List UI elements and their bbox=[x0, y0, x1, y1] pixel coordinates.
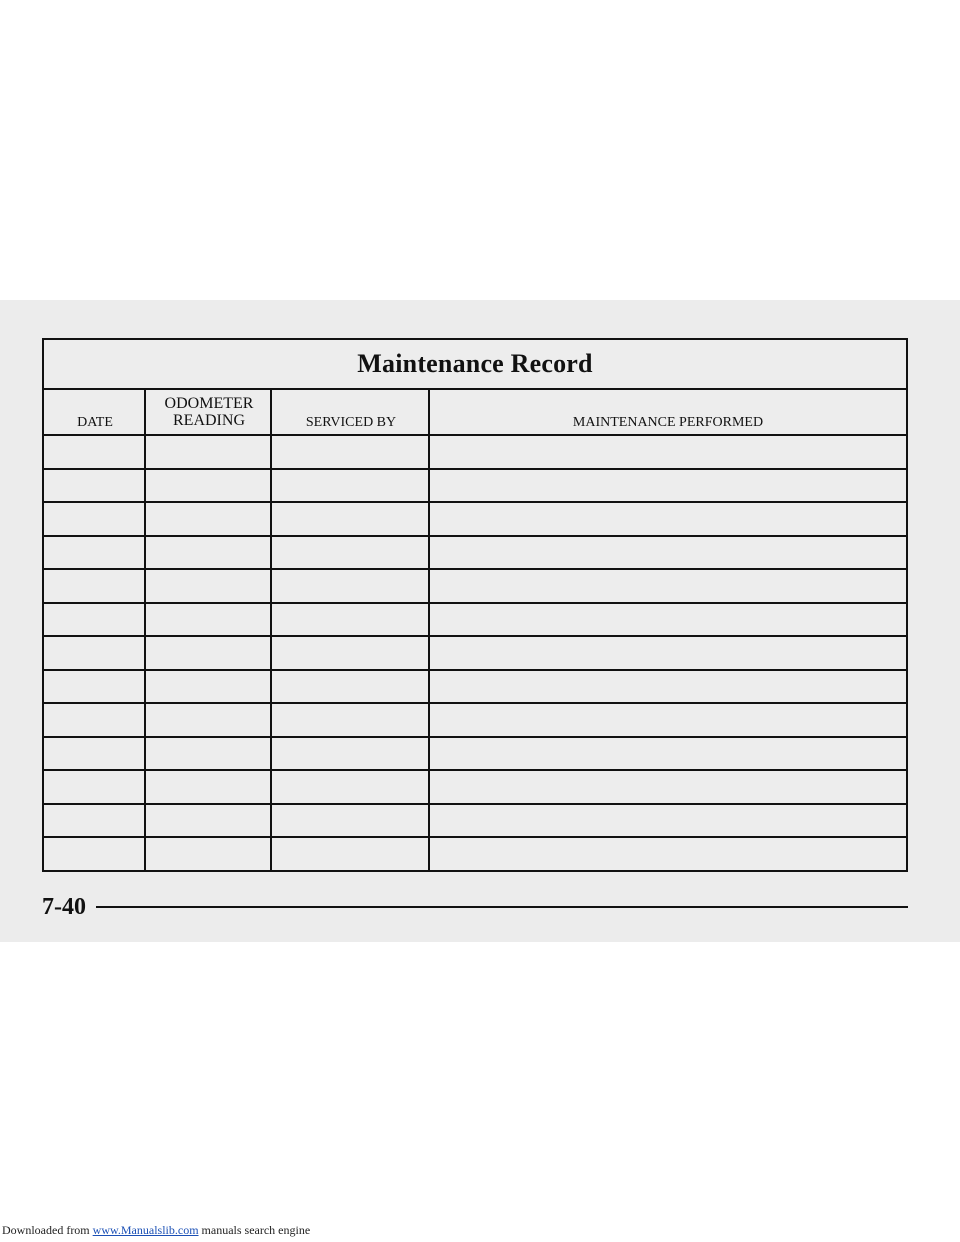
column-header-odometer bbox=[146, 390, 272, 434]
column-header-serviced-by-label: SERVICED BY bbox=[305, 415, 397, 430]
download-note-prefix: Downloaded from bbox=[2, 1223, 93, 1237]
column-header-date-label: DATE bbox=[77, 415, 113, 430]
table-row bbox=[44, 570, 906, 604]
table-row bbox=[44, 604, 906, 638]
column-header-date bbox=[44, 390, 146, 434]
table-row bbox=[44, 805, 906, 839]
table-title: Maintenance Record bbox=[44, 340, 906, 390]
table-header-row bbox=[44, 390, 906, 436]
table-row bbox=[44, 436, 906, 470]
maintenance-record-table bbox=[42, 338, 908, 872]
download-note-suffix: manuals search engine bbox=[198, 1223, 311, 1237]
table-body bbox=[44, 436, 906, 872]
table-row bbox=[44, 838, 906, 872]
table-row bbox=[44, 738, 906, 772]
manualslib-link[interactable]: www.Manualslib.com bbox=[92, 1223, 199, 1237]
table-row bbox=[44, 637, 906, 671]
column-header-odometer-line1: ODOMETER bbox=[164, 395, 254, 412]
page-footer bbox=[42, 892, 908, 922]
table-row bbox=[44, 671, 906, 705]
table-row bbox=[44, 537, 906, 571]
column-header-odometer-line2: READING bbox=[173, 412, 245, 429]
column-header-maintenance-performed bbox=[430, 390, 906, 434]
column-header-serviced-by bbox=[272, 390, 430, 434]
column-header-maintenance-performed-label: MAINTENANCE PERFORMED bbox=[572, 415, 764, 430]
table-row bbox=[44, 503, 906, 537]
table-row bbox=[44, 771, 906, 805]
footer-rule bbox=[96, 906, 908, 908]
table-row bbox=[44, 470, 906, 504]
page-number: 7-40 bbox=[42, 894, 86, 920]
table-row bbox=[44, 704, 906, 738]
download-note bbox=[2, 1223, 310, 1238]
